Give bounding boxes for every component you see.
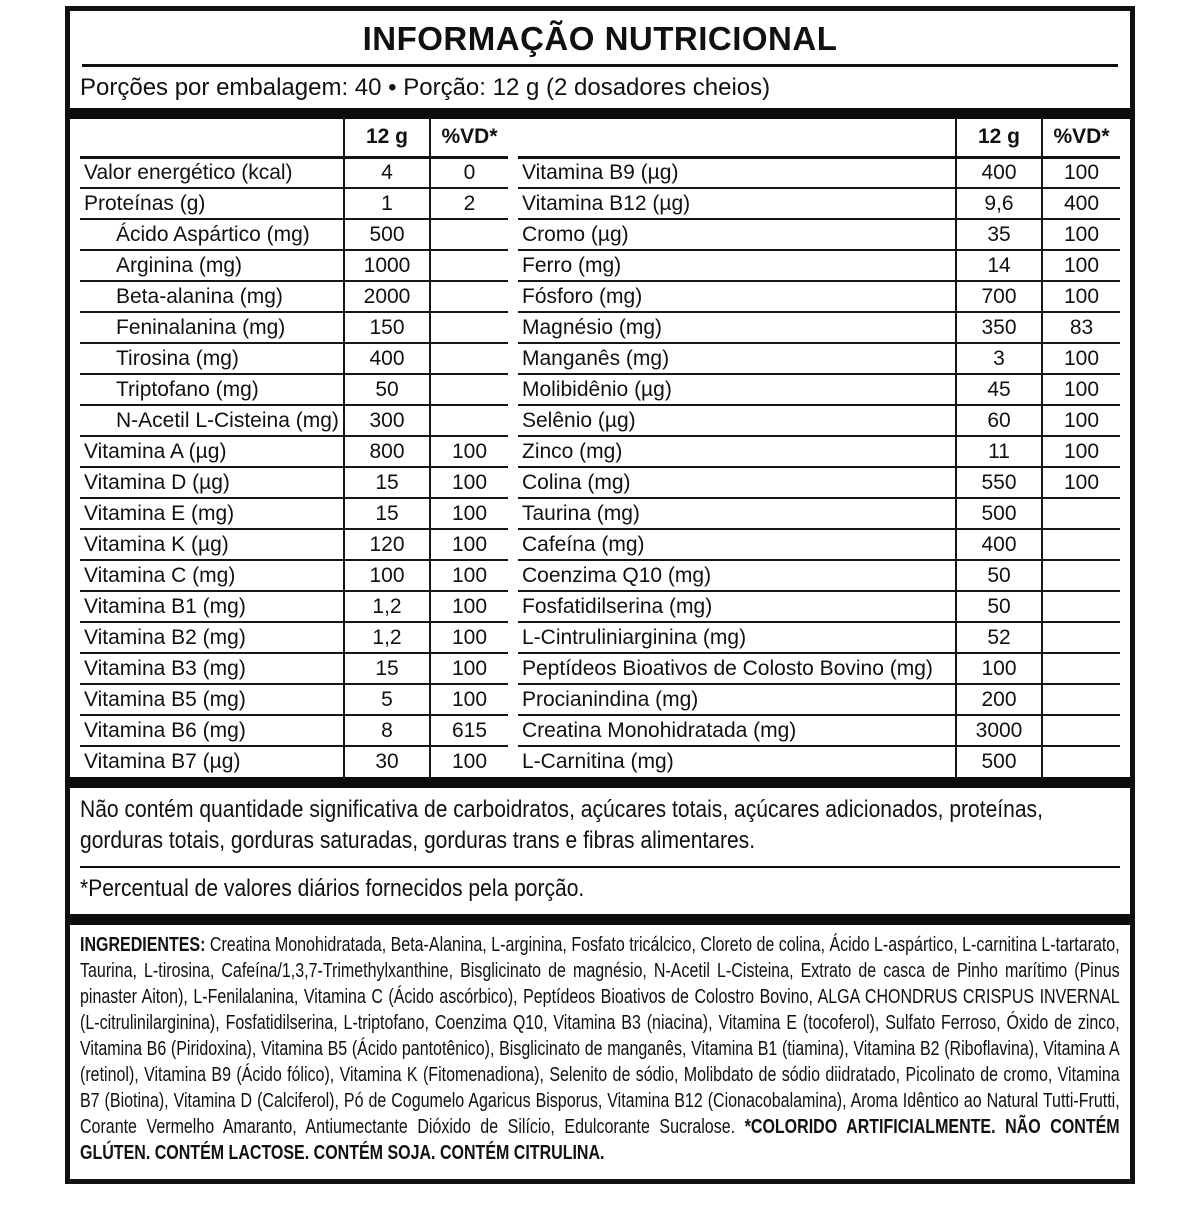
amount-value: 3 [956, 343, 1042, 374]
table-row [80, 467, 508, 498]
dv-value [1042, 498, 1120, 529]
table-row [80, 405, 508, 436]
no-significant-amounts-note: Não contém quantidade significativa de carboidratos, açúcares totais, açúcares adicionados, proteínas, gorduras totais, gorduras saturadas, gorduras trans e fibras alimentares. [80, 796, 1043, 854]
amount-value: 8 [344, 715, 430, 746]
table-row [518, 405, 1120, 436]
dv-value: 100 [430, 529, 508, 560]
nutrient-label: Fosfatidilserina (mg) [518, 591, 956, 622]
dv-value [1042, 746, 1120, 777]
nutrition-label [65, 6, 1135, 1184]
amount-value: 52 [956, 622, 1042, 653]
nutrient-label: Ferro (mg) [518, 250, 956, 281]
amount-value: 300 [344, 405, 430, 436]
nutrient-label: Triptofano (mg) [80, 374, 344, 405]
amount-value: 2000 [344, 281, 430, 312]
dv-value: 100 [1042, 343, 1120, 374]
dv-value [430, 250, 508, 281]
nutrient-label: Zinco (mg) [518, 436, 956, 467]
dv-column-header: %VD* [430, 119, 508, 157]
nutrient-label: Cafeína (mg) [518, 529, 956, 560]
dv-value [1042, 560, 1120, 591]
nutrient-label: Vitamina K (µg) [80, 529, 344, 560]
nutrition-table-right [518, 119, 1120, 777]
nutrient-label: Vitamina B6 (mg) [80, 715, 344, 746]
nutrition-tables [80, 119, 1120, 777]
nutrient-label: Ácido Aspártico (mg) [80, 219, 344, 250]
dv-value: 615 [430, 715, 508, 746]
dv-value: 100 [430, 684, 508, 715]
nutrient-label: Tirosina (mg) [80, 343, 344, 374]
table-row [80, 157, 508, 188]
nutrient-label: Vitamina B9 (µg) [522, 160, 679, 184]
dv-value: 100 [430, 436, 508, 467]
dv-value: 100 [430, 467, 508, 498]
dv-column-header: %VD* [1042, 119, 1120, 157]
amount-value: 700 [956, 281, 1042, 312]
table-row [80, 684, 508, 715]
divider-bar-bottom [70, 914, 1130, 925]
dv-value [430, 405, 508, 436]
nutrient-label: Proteínas (g) [80, 188, 344, 219]
nutrient-label: Vitamina A (µg) [80, 436, 344, 467]
nutrient-label: Valor energético (kcal) [84, 160, 293, 184]
amount-value: 15 [344, 653, 430, 684]
amount-value: 1 [344, 188, 430, 219]
table-row [518, 157, 1120, 188]
table-row [518, 746, 1120, 777]
amount-value: 500 [344, 219, 430, 250]
dv-value: 100 [1042, 405, 1120, 436]
amount-value: 60 [956, 405, 1042, 436]
table-row [518, 343, 1120, 374]
nutrient-label: L-Cintruliniarginina (mg) [518, 622, 956, 653]
dv-value [1042, 622, 1120, 653]
amount-value: 500 [956, 498, 1042, 529]
nutrient-label: Vitamina B5 (mg) [80, 684, 344, 715]
dv-value: 100 [1042, 219, 1120, 250]
amount-value: 15 [344, 498, 430, 529]
dv-value: 100 [430, 622, 508, 653]
dv-value [1042, 529, 1120, 560]
dv-value: 100 [1042, 436, 1120, 467]
amount-value: 800 [344, 436, 430, 467]
amount-value: 5 [344, 684, 430, 715]
table-row [80, 560, 508, 591]
table-row [518, 281, 1120, 312]
amount-value: 50 [956, 560, 1042, 591]
table-row [80, 746, 508, 777]
nutrient-label: Vitamina E (mg) [80, 498, 344, 529]
amount-column-header: 12 g [956, 119, 1042, 157]
table-row [80, 715, 508, 746]
divider-bar-mid [70, 777, 1130, 788]
nutrient-label: Fósforo (mg) [518, 281, 956, 312]
dv-value [430, 343, 508, 374]
nutrient-label: Creatina Monohidratada (mg) [518, 715, 956, 746]
dv-value [430, 219, 508, 250]
table-row [518, 622, 1120, 653]
ingredients-list: Creatina Monohidratada, Beta-Alanina, L-arginina, Fosfato tricálcico, Cloreto de colina, Ácido L-aspártico, L-carnitina L-tartarato, Taurina, L-tirosina, Cafeína/1,3,7-Trimethylxanthine, Bisglicinato de magnésio, N-Acetil L-Cisteina, Extrato de casca de Pinho marítimo (Pinus pinaster Aiton), L-Fenilalanina, Vitamina C (Ácido ascórbico), Peptídeos Bioativos de Colostro Bovino, ALGA CHONDRUS CRISPUS INVERNAL (L-citrulinilarginina), Fosfatidilserina, L-triptofano, Coenzima Q10, Vitamina B3 (niacina), Vitamina E (tocoferol), Sulfato Ferroso, Óxido de zinco, Vitamina B6 (Piridoxina), Vitamina B5 (Ácido pantotênico), Bisglicinato de manganês, Vitamina B1 (tiamina), Vitamina B2 (Riboflavina), Vitamina A (retinol), Vitamina B9 (Ácido fólico), Vitamina K (Fitomenadiona), Selenito de sódio, Molibdato de sódio diidratado, Picolinato de cromo, Vitamina B7 (Biotina), Vitamina D (Calciferol), Pó de Cogumelo Agaricus Bisporus, Vitamina B12 (Cionacobalamina), Aroma Idêntico ao Natural Tutti-Frutti, Corante Vermelho Amaranto, Antiumectante Dióxido de Silício, Edulcorante Sucralose. [80, 933, 1120, 1138]
table-row [518, 374, 1120, 405]
nutrient-column-header [80, 119, 344, 157]
ingredients-allergen-statement: *COLORIDO ARTIFICIALMENTE. NÃO CONTÉM GLÚTEN. CONTÉM LACTOSE. CONTÉM SOJA. CONTÉM CITRULINA. [80, 1115, 1120, 1164]
amount-value: 45 [956, 374, 1042, 405]
dv-value: 400 [1042, 188, 1120, 219]
table-row [80, 436, 508, 467]
nutrient-label: Vitamina B7 (µg) [80, 746, 344, 777]
table-row [518, 715, 1120, 746]
table-row [80, 591, 508, 622]
amount-value: 550 [956, 467, 1042, 498]
nutrient-label: Vitamina B3 (mg) [80, 653, 344, 684]
nutrient-label: Vitamina B1 (mg) [80, 591, 344, 622]
table-row [518, 250, 1120, 281]
table-row [80, 281, 508, 312]
dv-value [1042, 715, 1120, 746]
table-row [518, 498, 1120, 529]
amount-value: 1,2 [344, 591, 430, 622]
dv-value: 100 [1042, 467, 1120, 498]
table-row [518, 529, 1120, 560]
serving-info: Porções por embalagem: 40 • Porção: 12 g (2 dosadores cheios) [80, 74, 771, 101]
table-row [518, 436, 1120, 467]
amount-value: 1000 [344, 250, 430, 281]
dv-value [430, 312, 508, 343]
amount-value: 150 [344, 312, 430, 343]
nutrient-label: Feninalanina (mg) [80, 312, 344, 343]
dv-value: 100 [1042, 157, 1120, 188]
dv-value: 100 [430, 746, 508, 777]
table-row [80, 498, 508, 529]
amount-value: 35 [956, 219, 1042, 250]
amount-value: 1,2 [344, 622, 430, 653]
nutrient-label: Vitamina B2 (mg) [80, 622, 344, 653]
dv-value [1042, 653, 1120, 684]
nutrient-label: Magnésio (mg) [518, 312, 956, 343]
amount-value: 100 [344, 560, 430, 591]
dv-value: 100 [430, 560, 508, 591]
nutrient-column-header [518, 119, 956, 157]
table-row [80, 188, 508, 219]
nutrient-label: Procianindina (mg) [518, 684, 956, 715]
table-row [518, 467, 1120, 498]
amount-value: 15 [344, 467, 430, 498]
nutrient-label: N-Acetil L-Cisteina (mg) [80, 405, 344, 436]
table-header-row [518, 119, 1120, 157]
amount-value: 4 [344, 157, 430, 188]
table-row [518, 591, 1120, 622]
table-row [518, 219, 1120, 250]
dv-value: 2 [430, 188, 508, 219]
dv-value: 100 [430, 591, 508, 622]
nutrient-label: Cromo (µg) [518, 219, 956, 250]
table-row [80, 374, 508, 405]
amount-value: 350 [956, 312, 1042, 343]
amount-value: 200 [956, 684, 1042, 715]
table-row [80, 343, 508, 374]
dv-value: 83 [1042, 312, 1120, 343]
table-row [518, 188, 1120, 219]
amount-value: 50 [344, 374, 430, 405]
amount-column-header: 12 g [344, 119, 430, 157]
table-row [80, 653, 508, 684]
nutrient-label: Molibidênio (µg) [518, 374, 956, 405]
ingredients-paragraph [80, 925, 1120, 1166]
page-title: INFORMAÇÃO NUTRICIONAL [362, 20, 838, 57]
nutrient-label: Selênio (µg) [518, 405, 956, 436]
nutrient-label: Beta-alanina (mg) [80, 281, 344, 312]
table-row [80, 622, 508, 653]
nutrient-label: Vitamina B12 (µg) [518, 188, 956, 219]
table-row [518, 684, 1120, 715]
amount-value: 400 [956, 157, 1042, 188]
nutrient-label: Arginina (mg) [80, 250, 344, 281]
table-row [80, 529, 508, 560]
dv-value: 100 [1042, 250, 1120, 281]
amount-value: 3000 [956, 715, 1042, 746]
amount-value: 14 [956, 250, 1042, 281]
nutrient-label: Taurina (mg) [518, 498, 956, 529]
dv-value [1042, 591, 1120, 622]
dv-value: 100 [1042, 374, 1120, 405]
dv-value: 100 [430, 498, 508, 529]
dv-value [1042, 684, 1120, 715]
dv-value: 100 [1042, 281, 1120, 312]
table-header-row [80, 119, 508, 157]
table-row [80, 312, 508, 343]
amount-value: 400 [956, 529, 1042, 560]
ingredients-label: INGREDIENTES: [80, 933, 206, 956]
table-row [80, 250, 508, 281]
table-row [518, 560, 1120, 591]
table-row [80, 219, 508, 250]
dv-value: 0 [430, 157, 508, 188]
nutrient-label: Coenzima Q10 (mg) [518, 560, 956, 591]
dv-value [430, 374, 508, 405]
amount-value: 120 [344, 529, 430, 560]
amount-value: 400 [344, 343, 430, 374]
daily-value-footnote: *Percentual de valores diários fornecidos pela porção. [80, 875, 585, 902]
nutrition-table-left [80, 119, 508, 777]
dv-value [430, 281, 508, 312]
amount-value: 11 [956, 436, 1042, 467]
amount-value: 100 [956, 653, 1042, 684]
nutrient-label: Vitamina D (µg) [80, 467, 344, 498]
dv-value: 100 [430, 653, 508, 684]
divider-bar-top [70, 108, 1130, 119]
nutrient-label: Vitamina C (mg) [80, 560, 344, 591]
table-row [518, 312, 1120, 343]
nutrient-label: Peptídeos Bioativos de Colosto Bovino (mg) [518, 653, 956, 684]
amount-value: 30 [344, 746, 430, 777]
amount-value: 50 [956, 591, 1042, 622]
amount-value: 500 [956, 746, 1042, 777]
nutrient-label: L-Carnitina (mg) [518, 746, 956, 777]
table-row [518, 653, 1120, 684]
amount-value: 9,6 [956, 188, 1042, 219]
nutrient-label: Manganês (mg) [518, 343, 956, 374]
nutrient-label: Colina (mg) [518, 467, 956, 498]
